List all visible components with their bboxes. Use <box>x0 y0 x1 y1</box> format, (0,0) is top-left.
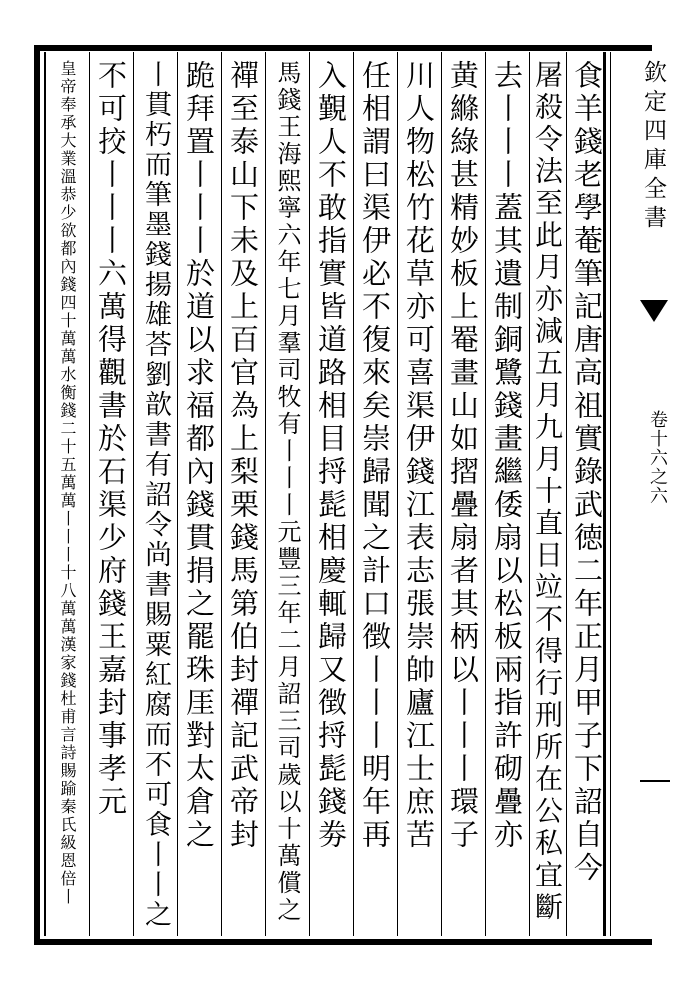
column-rule <box>89 52 90 936</box>
column-rule <box>177 52 178 936</box>
inner-border-left <box>44 52 46 936</box>
text-column-11: 丨貫朽而筆墨錢揚雄荅劉歆書有詔令尚書賜粟紅腐而不可食丨丨之 <box>140 60 171 930</box>
text-column-7: 入覲人不敢指實皆道路相目捋髭相慶輒歸又徴捋髭錢劵 <box>314 60 348 852</box>
text-column-10: 跪拜置丨丨丨於道以求福都內錢貫捐之罷珠厓對太倉之 <box>182 60 216 852</box>
text-column-6: 任相謂曰渠伊必不復來矣崇歸聞之計口徴丨丨丨明年再 <box>358 60 392 852</box>
column-rule <box>485 52 486 936</box>
column-rule <box>265 52 266 936</box>
text-column-9: 禪至泰山下未及上百官為上梨栗錢馬第伯封禪記武帝封 <box>226 60 260 852</box>
text-column-2: 屠殺令法至此月亦減五月九月十直日竝不得行刑所在公私宜斷 <box>531 60 564 924</box>
text-column-3: 去丨丨丨蓋其遺制銅鷺錢畫繼倭扇以松板兩指許砌疊亦 <box>490 60 524 852</box>
column-rule <box>133 52 134 936</box>
text-column-8: 馬錢王海熙寧六年七月羣司牧有丨丨丨元豐三年二月詔三司歲以十萬償之 <box>273 60 301 924</box>
inner-border-right-thin <box>610 52 611 936</box>
text-column-5: 川人物松竹花草亦可喜渠伊錢江表志張崇帥廬江士庶苦 <box>402 60 436 852</box>
column-rule <box>397 52 398 936</box>
column-rule <box>309 52 310 936</box>
text-column-4: 黄縧綠甚精妙板上罨畫山如摺疊扇者其柄以丨丨丨環子 <box>446 60 480 852</box>
text-column-1: 食羊錢老學菴筆記唐高祖實錄武徳二年正月甲子下詔自今 <box>570 60 604 885</box>
text-column-13: 皇帝奉承大業溫恭少欲都內錢四十萬萬水衡錢二十五萬萬丨丨丨十八萬萬漢家錢杜甫言詩賜踰秦氏級恩倍丨 <box>58 60 77 906</box>
text-column-12: 不可挍丨丨丨六萬得觀書於石渠少府錢王嘉封事孝元 <box>94 60 128 819</box>
book-title-margin: 欽定四庫全書 <box>640 60 666 234</box>
column-rule <box>441 52 442 936</box>
volume-label-margin: 卷十六之六 <box>647 410 668 505</box>
fishtail-mark <box>640 300 668 322</box>
fishtail-mark-lower <box>640 780 670 782</box>
column-rule <box>353 52 354 936</box>
column-rule <box>221 52 222 936</box>
